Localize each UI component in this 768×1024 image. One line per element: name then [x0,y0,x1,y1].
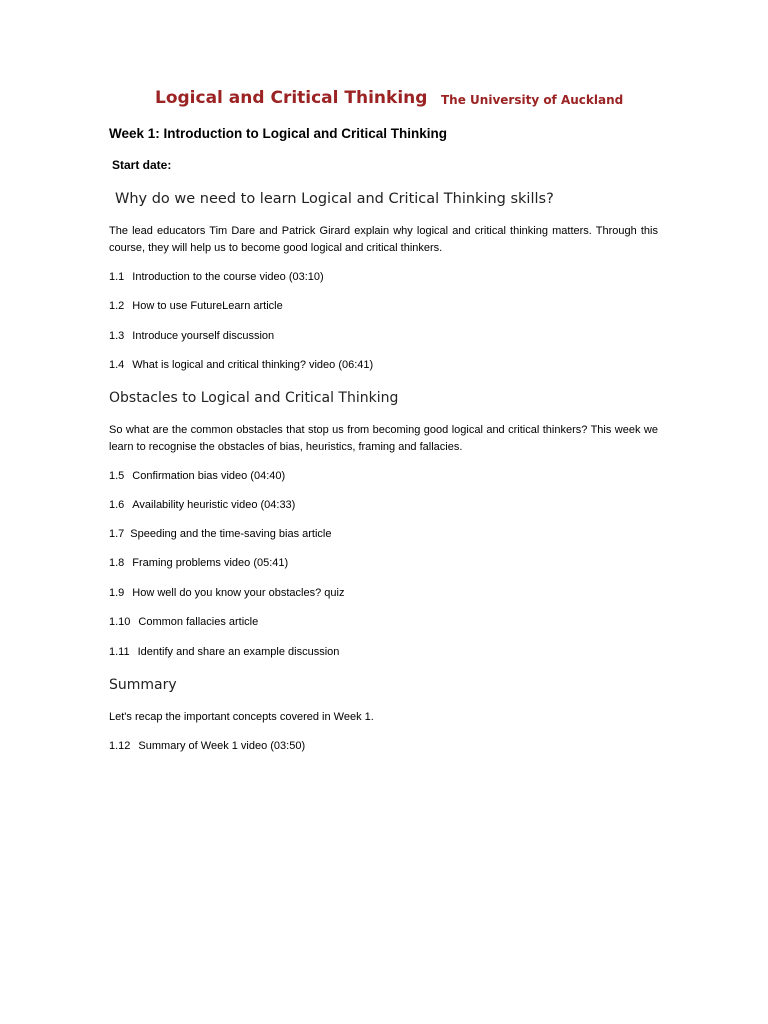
section-heading: Why do we need to learn Logical and Critical Thinking skills? [115,191,554,207]
list-item [109,528,331,540]
step-title: Introduce yourself discussion [132,330,275,342]
step-number: 1.4 [109,359,125,371]
week-title: Week 1: Introduction to Logical and Critical Thinking [109,126,448,141]
start-date-label: Start date: [112,158,172,172]
step-title: How well do you know your obstacles? quiz [132,587,345,599]
list-item [109,646,339,658]
list-item [109,587,344,599]
list-item [109,557,288,569]
step-number: 1.11 [109,646,130,658]
step-number: 1.9 [109,587,125,599]
section-intro: Let's recap the important concepts covered in Week 1. [109,711,374,723]
step-number: 1.6 [109,499,125,511]
step-title: Introduction to the course video (03:10) [132,271,324,283]
list-item [109,271,324,283]
step-number: 1.2 [109,300,125,312]
step-title: Summary of Week 1 video (03:50) [138,740,306,752]
list-item [109,740,305,752]
step-number: 1.5 [109,470,125,482]
list-item [109,359,373,371]
university-name: The University of Auckland [441,93,624,107]
step-title: Speeding and the time-saving bias article [130,528,332,540]
list-item [109,470,285,482]
step-number: 1.7 [109,528,125,540]
step-title: Confirmation bias video (04:40) [132,470,286,482]
section-intro: The lead educators Tim Dare and Patrick Girard explain why logical and critical thinking matters. Through this course, they will help us to become good logical and critical thinkers. [109,225,658,254]
section-heading: Summary [109,677,177,693]
step-title: Common fallacies article [138,616,259,628]
list-item [109,300,283,312]
course-title: Logical and Critical Thinking [155,88,428,108]
step-title: Identify and share an example discussion [137,646,340,658]
step-number: 1.1 [109,271,125,283]
step-number: 1.8 [109,557,125,569]
step-title: Availability heuristic video (04:33) [132,499,296,511]
section-heading: Obstacles to Logical and Critical Thinking [109,390,399,406]
list-item [109,330,274,342]
step-title: How to use FutureLearn article [132,300,283,312]
list-item [109,616,258,628]
step-number: 1.12 [109,740,131,752]
document-header [0,88,768,114]
list-item [109,499,295,511]
section-intro: So what are the common obstacles that stop us from becoming good logical and critical thinkers? This week we learn to recognise the obstacles of bias, heuristics, framing and fallacies. [109,424,658,453]
step-title: Framing problems video (05:41) [132,557,289,569]
step-number: 1.10 [109,616,131,628]
step-number: 1.3 [109,330,125,342]
step-title: What is logical and critical thinking? video (06:41) [132,359,374,371]
